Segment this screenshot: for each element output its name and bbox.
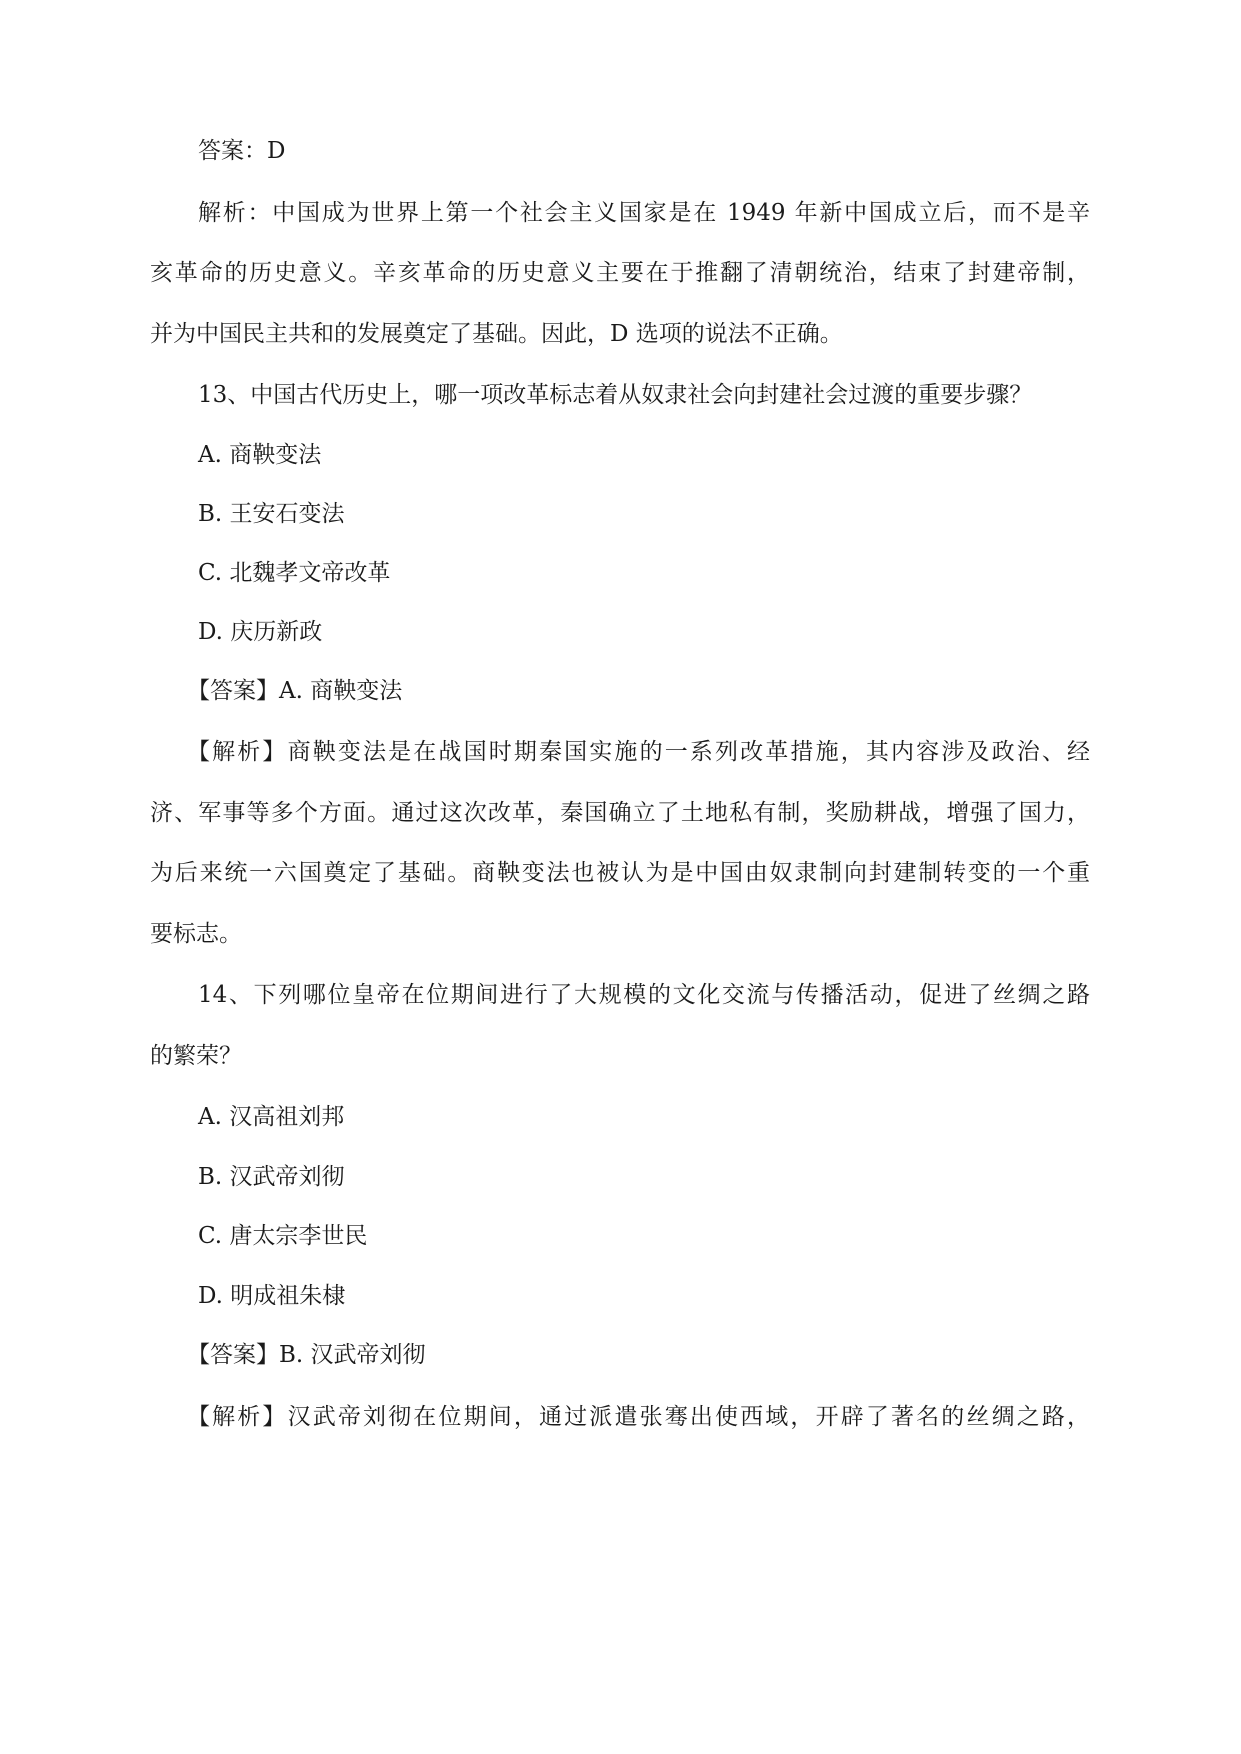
q14-answer: 【答案】B. 汉武帝刘彻 [187, 1342, 426, 1368]
q13-question: 13、中国古代历史上，哪一项改革标志着从奴隶社会向封建社会过渡的重要步骤？ [198, 382, 1033, 408]
q13-option-b: B. 王安石变法 [198, 501, 345, 527]
q12-analysis-line-1: 解析：中国成为世界上第一个社会主义国家是在 1949 年新中国成立后，而不是辛 [198, 200, 1090, 226]
q13-analysis-line-4: 要标志。 [150, 921, 242, 947]
q14-question-line-1: 14、下列哪位皇帝在位期间进行了大规模的文化交流与传播活动，促进了丝绸之路 [198, 982, 1090, 1008]
q12-answer: 答案：D [198, 138, 286, 164]
q14-option-a: A. 汉高祖刘邦 [198, 1104, 345, 1130]
q14-option-d: D. 明成祖朱棣 [198, 1283, 346, 1309]
q13-option-c: C. 北魏孝文帝改革 [198, 560, 391, 586]
q14-option-c: C. 唐太宗李世民 [198, 1223, 368, 1249]
q12-analysis-line-2: 亥革命的历史意义。辛亥革命的历史意义主要在于推翻了清朝统治，结束了封建帝制， [150, 260, 1090, 286]
q13-option-a: A. 商鞅变法 [198, 442, 322, 468]
q13-analysis-line-3: 为后来统一六国奠定了基础。商鞅变法也被认为是中国由奴隶制向封建制转变的一个重 [150, 860, 1090, 886]
q14-option-b: B. 汉武帝刘彻 [198, 1164, 345, 1190]
q13-analysis-line-2: 济、军事等多个方面。通过这次改革，秦国确立了土地私有制，奖励耕战，增强了国力， [150, 800, 1090, 826]
q13-answer: 【答案】A. 商鞅变法 [187, 678, 403, 704]
q14-question-line-2: 的繁荣？ [150, 1043, 242, 1069]
q13-analysis-line-1: 【解析】商鞅变法是在战国时期秦国实施的一系列改革措施，其内容涉及政治、经 [187, 739, 1090, 765]
q14-analysis-line-1: 【解析】汉武帝刘彻在位期间，通过派遣张骞出使西域，开辟了著名的丝绸之路， [187, 1404, 1090, 1430]
q12-analysis-line-3: 并为中国民主共和的发展奠定了基础。因此，D 选项的说法不正确。 [150, 321, 843, 347]
q13-option-d: D. 庆历新政 [198, 619, 323, 645]
